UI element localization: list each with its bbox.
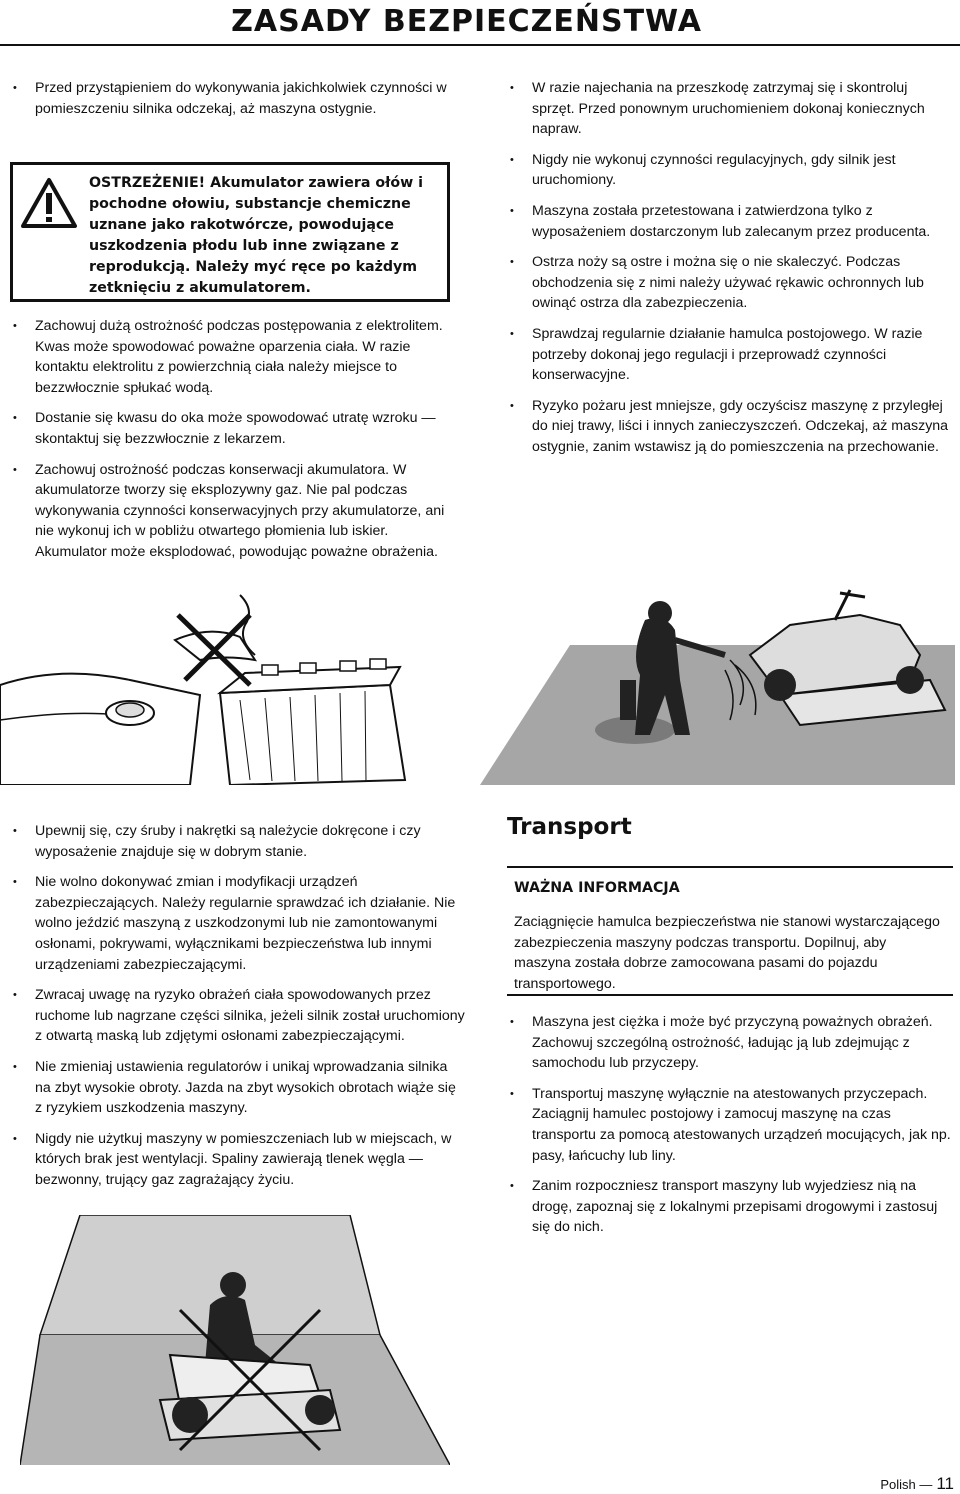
left-top-column: [10, 78, 450, 129]
no-indoor-operation-illustration: [20, 1215, 450, 1465]
footer-language: Polish —: [880, 1477, 933, 1492]
intro-bullet: • Przed przystąpieniem do wykonywania jakichkolwiek czynności w pomieszczeniu silnika odczekaj, aż maszyna ostygnie.: [10, 78, 450, 119]
list-item: • Zanim rozpoczniesz transport maszyny lub wyjedziesz nią na drogę, zapoznaj się z lokalnymi przepisami drogowymi i zastosuj się do nich.: [507, 1176, 953, 1238]
list-item: • Nigdy nie użytkuj maszyny w pomieszczeniach lub w miejscach, w których brak jest wentylacji. Spaliny zawierają tlenek węgla — bezwonny, trujący gaz zagrażający życiu.: [10, 1129, 465, 1191]
left-top-list: [10, 316, 450, 573]
page-header: [0, 0, 960, 48]
important-info-box: [507, 866, 953, 996]
battery-no-smoking-illustration: [0, 585, 470, 785]
list-item: • Upewnij się, czy śruby i nakrętki są należycie dokręcone i czy wyposażenie znajduje się w dobrym stanie.: [10, 821, 465, 862]
list-item: • Maszyna została przetestowana i zatwierdzona tylko z wyposażeniem dostarczonym lub zalecanym przez producenta.: [507, 201, 953, 242]
page-number: 11: [936, 1474, 954, 1493]
list-item: • Zwracaj uwagę na ryzyko obrażeń ciała spowodowanych przez ruchome lub nagrzane części silnika, jeżeli silnik został uruchomiony z otwartą maską lub zdjętymi osłonami zabezpieczającymi.: [10, 985, 465, 1047]
info-title: WAŻNA INFORMACJA: [514, 880, 680, 896]
mower-cleaning-illustration: [480, 585, 955, 785]
title-divider: [0, 44, 960, 46]
list-item: • Nigdy nie wykonuj czynności regulacyjnych, gdy silnik jest uruchomiony.: [507, 150, 953, 191]
page-title: ZASADY BEZPIECZEŃSTWA: [231, 4, 702, 39]
right-top-column: [507, 78, 953, 468]
list-item: • Zachowuj ostrożność podczas konserwacji akumulatora. W akumulatorze tworzy się eksplozywny gaz. Nie pal podczas wykonywania czynności konserwacyjnych przy akumulatorze, ani nie wykonuj ich w pobliżu otwartego płomienia lub iskier. Akumulator może eksplodować, powodując poważne obrażenia.: [10, 460, 450, 563]
list-item: • Nie zmieniaj ustawienia regulatorów i unikaj wprowadzania silnika na zbyt wysokie obroty. Jazda na zbyt wysokich obrotach wiąże się z ryzykiem uszkodzenia maszyny.: [10, 1057, 465, 1119]
info-text: Zaciągnięcie hamulca bezpieczeństwa nie stanowi wystarczającego zabezpieczenia maszyny podczas transportu. Dopilnuj, aby maszyna została dobrze zamocowana pasami do pojazdu transportowego.: [514, 914, 940, 992]
warning-triangle-icon: [20, 177, 78, 229]
transport-list: [507, 1012, 953, 1248]
list-item: • Maszyna jest ciężka i może być przyczyną poważnych obrażeń. Zachowuj szczególną ostrożność, ładując ją lub zdejmując z samochodu lub przyczepy.: [507, 1012, 953, 1074]
page-footer: [880, 1474, 954, 1494]
list-item: • Transportuj maszynę wyłącznie na atestowanych przyczepach. Zaciągnij hamulec postojowy i zamocuj maszynę na czas transportu za pomocą atestowanych urządzeń mocujących, jak np. pasy, łańcuchy lub liny.: [507, 1084, 953, 1166]
left-bottom-column: [10, 821, 465, 1201]
list-item: • W razie najechania na przeszkodę zatrzymaj się i skontroluj sprzęt. Przed ponownym uruchomieniem dokonaj koniecznych napraw.: [507, 78, 953, 140]
list-item: • Ostrza noży są ostre i można się o nie skaleczyć. Podczas obchodzenia się z nimi należy używać rękawic ochronnych lub owinąć ostrza dla zabezpieczenia.: [507, 252, 953, 314]
list-item: • Sprawdzaj regularnie działanie hamulca postojowego. W razie potrzeby dokonaj jego regulacji i przeprowadź czynności konserwacyjne.: [507, 324, 953, 386]
list-item: • Nie wolno dokonywać zmian i modyfikacji urządzeń zabezpieczających. Należy regularnie sprawdzać ich działanie. Nie wolno jeździć maszyną z uszkodzonymi lub nie zamontowanymi osłonami, pokrywami, wyłącznikami bezpieczeństwa lub innymi urządzeniami zabezpieczającymi.: [10, 872, 465, 975]
warning-text: OSTRZEŻENIE! Akumulator zawiera ołów i pochodne ołowiu, substancje chemiczne uznane jako rakotwórcze, powodujące uszkodzenia płodu lub inne związane z reprodukcją. Należy myć ręce po każdym zetknięciu z akumulatorem.: [89, 175, 423, 296]
list-item: • Ryzyko pożaru jest mniejsze, gdy oczyścisz maszynę z przyległej do niej trawy, liści i innych zanieczyszczeń. Odczekaj, aż maszyna ostygnie, zanim wstawisz ją do pomieszczenia na przechowanie.: [507, 396, 953, 458]
list-item: • Zachowuj dużą ostrożność podczas postępowania z elektrolitem. Kwas może spowodować poważne oparzenia ciała. W razie kontaktu elektrolitu z powierzchnią ciała należy miejsce to bezzwłocznie spłukać wodą.: [10, 316, 450, 398]
transport-heading: Transport: [507, 814, 632, 840]
warning-box: [10, 162, 450, 302]
list-item: • Dostanie się kwasu do oka może spowodować utratę wzroku — skontaktuj się bezzwłocznie z lekarzem.: [10, 408, 450, 449]
